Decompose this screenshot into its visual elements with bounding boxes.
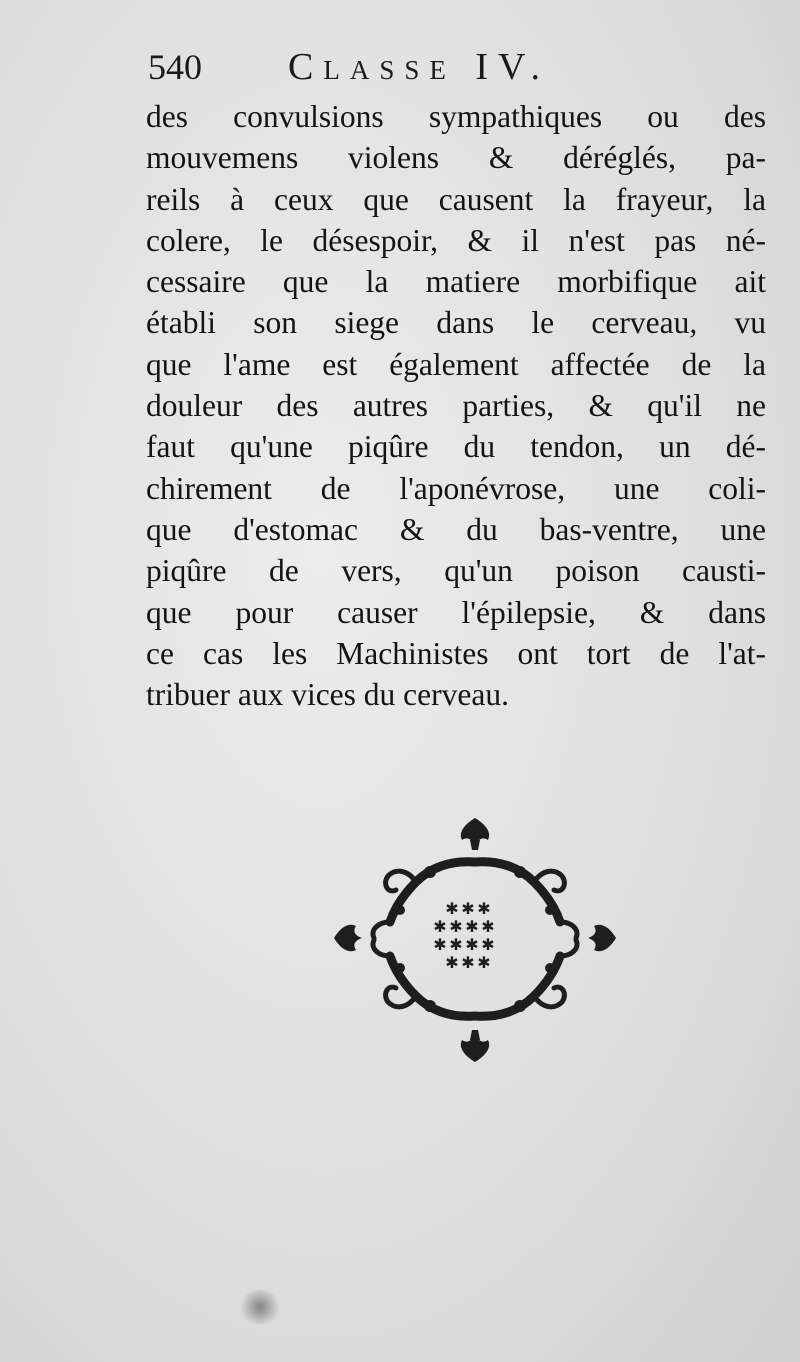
text-line: des convulsions sympathiques ou des [146, 99, 766, 134]
svg-text:✱: ✱ [477, 953, 491, 972]
text-line: chirement de l'aponévrose, une coli- [146, 470, 766, 506]
svg-text:✱: ✱ [433, 917, 447, 936]
svg-text:✱: ✱ [433, 935, 447, 954]
text-line: faut qu'une piqûre du tendon, un dé- [146, 429, 766, 465]
text-line: que pour causer l'épilepsie, & dans [146, 594, 766, 630]
text-line: reils à ceux que causent la frayeur, la [146, 181, 766, 217]
svg-text:✱: ✱ [449, 917, 463, 936]
svg-text:✱: ✱ [449, 935, 463, 954]
text-line: établi son siege dans le cerveau, vu [146, 305, 766, 341]
ink-smudge [238, 1290, 282, 1324]
text-line: piqûre de vers, qu'un poison causti- [146, 553, 766, 589]
svg-text:✱: ✱ [445, 899, 459, 918]
text-line: que d'estomac & du bas-ventre, une [146, 511, 766, 547]
text-line: tribuer aux vices du cerveau. [146, 677, 509, 713]
text-line: colere, le désespoir, & il n'est pas né- [146, 222, 766, 258]
svg-text:✱: ✱ [445, 953, 459, 972]
svg-text:✱: ✱ [481, 935, 495, 954]
text-line: ce cas les Machinistes ont tort de l'at- [146, 635, 766, 671]
running-head: Classe IV. [288, 46, 551, 88]
text-line: mouvemens violens & déréglés, pa- [146, 140, 766, 176]
page-header [148, 42, 748, 92]
body-paragraph [146, 96, 766, 715]
text-line: que l'ame est également affectée de la [146, 346, 766, 382]
text-line: cessaire que la matiere morbifique ait [146, 264, 766, 300]
text-line: douleur des autres parties, & qu'il ne [146, 388, 766, 424]
page-number: 540 [148, 47, 202, 87]
svg-text:✱: ✱ [477, 899, 491, 918]
svg-text:✱: ✱ [465, 917, 479, 936]
svg-text:✱: ✱ [481, 917, 495, 936]
fleuron-ornament-icon [330, 810, 620, 1070]
svg-text:✱: ✱ [465, 935, 479, 954]
show-through-lower [180, 1090, 800, 1280]
svg-text:✱: ✱ [461, 953, 475, 972]
svg-text:✱: ✱ [461, 899, 475, 918]
